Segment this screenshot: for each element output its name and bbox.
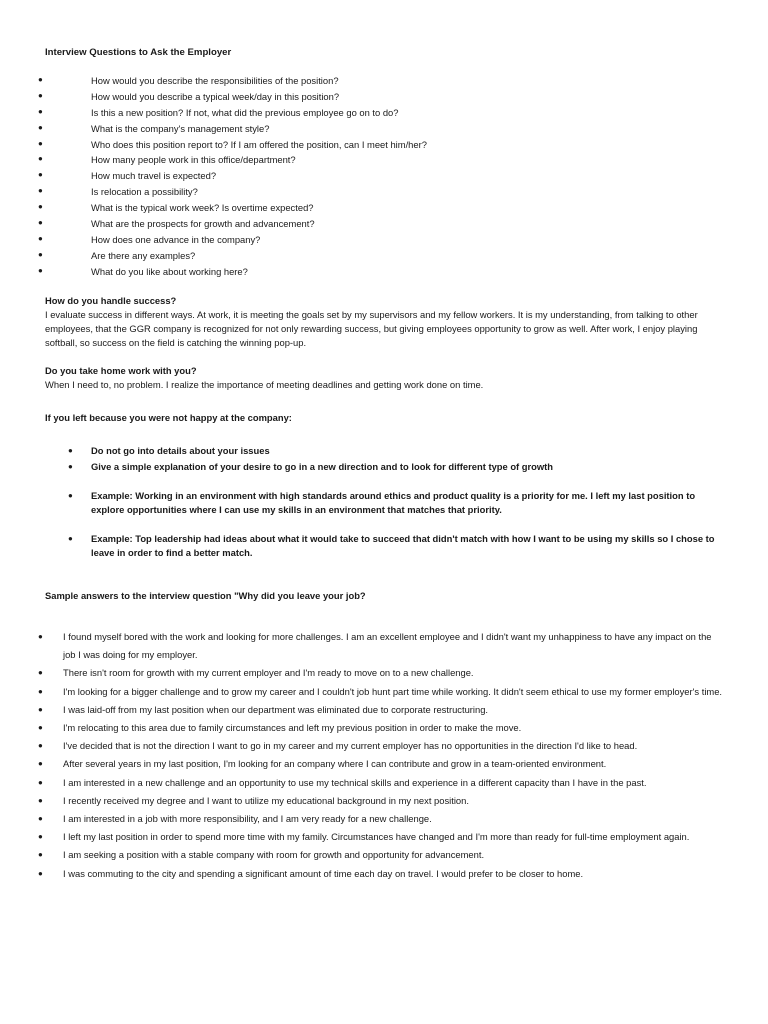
bullet-icon: ● [38,218,43,228]
list-item: ● I'm looking for a bigger challenge and to grow my career and I couldn't job hunt part time while working. It didn't seem ethical to use my former employer's time. [0,683,723,701]
bullet-icon: ● [38,106,43,116]
bullet-icon: ● [38,233,43,243]
bullet-icon: ● [38,759,43,769]
list-item: ● There isn't room for growth with my current employer and I'm ready to move on to a new challenge. [0,664,723,682]
list-item: ● I am interested in a job with more responsibility, and I am very ready for a new challenge. [0,810,723,828]
list-item: ● I recently received my degree and I want to utilize my educational background in my next position. [0,792,723,810]
bullet-icon: ● [38,249,43,259]
bullet-icon: ● [38,832,43,842]
list-item: ● How much travel is expected? [38,170,217,182]
sample-answers-list [0,628,768,883]
document-title: Interview Questions to Ask the Employer [45,47,232,58]
bullet-icon: ● [68,491,73,501]
homework-section [45,364,730,392]
bullet-icon: ● [38,138,43,148]
list-item: ● Is this a new position? If not, what did the previous employee go on to do? [38,106,399,118]
list-item: ● Is relocation a possibility? [38,186,198,198]
bullet-icon: ● [68,462,73,472]
homework-body: When I need to, no problem. I realize the importance of meeting deadlines and getting work done on time. [45,379,484,390]
list-item: ● I am interested in a new challenge and an opportunity to use my technical skills and experience in a different capacity than I have in the past. [0,774,723,792]
bullet-icon: ● [38,265,43,275]
list-item: ● What do you like about working here? [38,265,248,277]
list-item: ● How would you describe a typical week/day in this position? [38,90,340,102]
bullet-icon: ● [38,723,43,733]
list-item: ● Who does this position report to? If I am offered the position, can I meet him/her? [38,138,427,150]
bullet-icon: ● [38,154,43,164]
list-item: ● I was laid-off from my last position when our department was eliminated due to corporate restructuring. [0,701,723,719]
list-item: ● Example: Top leadership had ideas about what it would take to succeed that didn't match with how I want to be using my skills so I chose to leave in order to find a better match. [68,533,715,559]
bullet-icon: ● [38,632,43,641]
bullet-icon: ● [38,122,43,132]
list-item: ● What are the prospects for growth and advancement? [38,218,315,230]
employer-questions-list [0,74,768,281]
list-item: ● How does one advance in the company? [38,233,261,245]
bullet-icon: ● [38,704,43,714]
list-item: ● What is the company's management style? [38,122,270,134]
samples-heading: Sample answers to the interview question "Why did you leave your job? [45,590,366,601]
list-item: ● I left my last position in order to spend more time with my family. Circumstances have changed and I'm more than ready for full-time employment again. [0,828,723,846]
bullet-icon: ● [38,75,43,84]
list-item: ● What is the typical work week? Is overtime expected? [38,202,314,214]
bullet-icon: ● [38,741,43,751]
bullet-icon: ● [38,668,43,678]
bullet-icon: ● [38,170,43,180]
list-item: ● I'm relocating to this area due to family circumstances and left my previous position in order to make the move. [0,719,723,737]
list-item: ● Do not go into details about your issues [0,444,721,458]
bullet-icon: ● [38,202,43,212]
homework-heading: Do you take home work with you? [45,365,197,376]
success-heading: How do you handle success? [45,295,177,306]
list-item: ● I've decided that is not the direction I want to go in my career and my current employer has no opportunities in the direction I'd like to head. [0,737,723,755]
left-unhappy-list [0,444,768,561]
bullet-icon: ● [38,795,43,805]
bullet-icon: ● [38,777,43,787]
bullet-icon: ● [38,686,43,696]
bullet-icon: ● [68,446,73,455]
bullet-icon: ● [68,534,73,544]
list-item: ● Give a simple explanation of your desire to go in a new direction and to look for different type of growth [0,460,721,474]
success-body: I evaluate success in different ways. At work, it is meeting the goals set by my supervisors and my fellow workers. It is my understanding, from talking to other employees, that the GGR company is recognized for not only rewarding success, but giving employees opportunity to grow as well. After work, I enjoy playing softball, so success on the field is catching the winning pop-up. [45,309,698,348]
list-item: ● I am seeking a position with a stable company with room for growth and opportunity for advancement. [0,846,723,864]
bullet-icon: ● [38,868,43,878]
list-item: ● Example: Working in an environment with high standards around ethics and product quality is a priority for me. I left my last position to explore opportunities where I can use my skills in an environment that matches that priority. [68,490,696,516]
success-section [45,294,730,350]
left-unhappy-heading: If you left because you were not happy at the company: [45,412,292,423]
list-item: ● Are there any examples? [38,249,196,261]
bullet-icon: ● [38,814,43,824]
left-unhappy-section [45,411,730,425]
bullet-icon: ● [38,850,43,860]
list-item: ● How would you describe the responsibilities of the position? [38,75,339,86]
list-item: ● I found myself bored with the work and looking for more challenges. I am an excellent employee and I didn't want my unhappiness to have any impact on the job I was doing for my employer. [0,628,723,664]
list-item: ● After several years in my last position, I'm looking for an company where I can contribute and grow in a team-oriented environment. [0,755,723,773]
bullet-icon: ● [38,186,43,196]
list-item: ● I was commuting to the city and spending a significant amount of time each day on travel. I would prefer to be closer to home. [0,865,723,883]
bullet-icon: ● [38,90,43,100]
list-item: ● How many people work in this office/department? [38,154,296,166]
